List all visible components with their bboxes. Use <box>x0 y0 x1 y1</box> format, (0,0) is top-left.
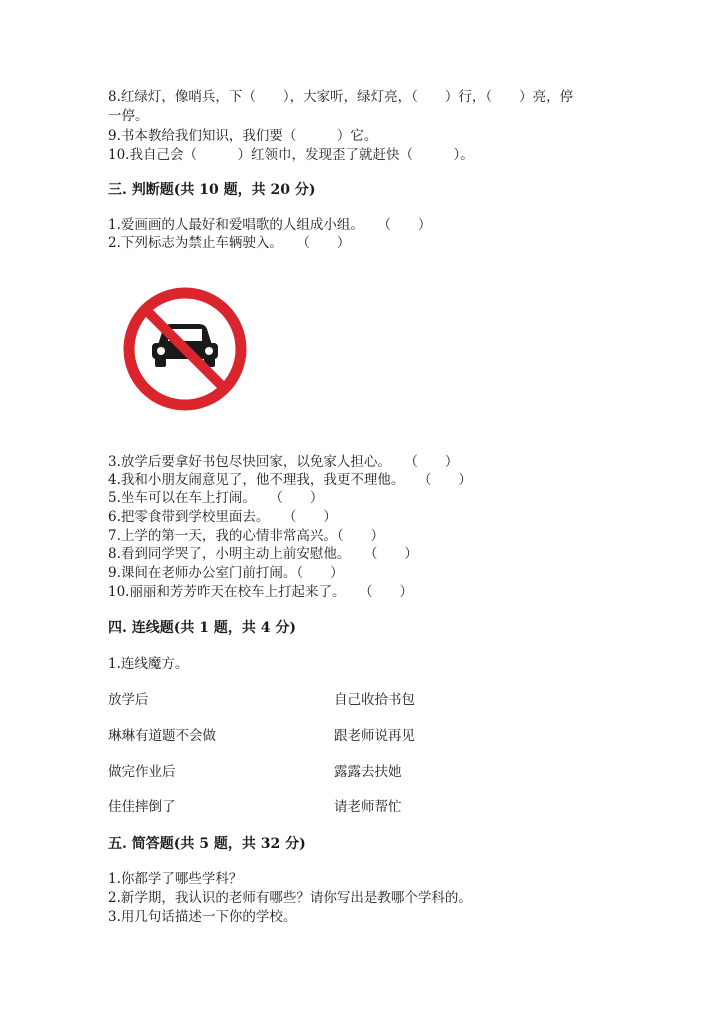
matching-left-item: 放学后 <box>108 692 149 708</box>
question-8-line-2: 一停。 <box>108 108 149 124</box>
judge-item-6: 6.把零食带到学校里面去。 （ ） <box>108 509 337 525</box>
matching-left-item: 琳琳有道题不会做 <box>108 728 216 744</box>
judge-item-2: 2.下列标志为禁止车辆驶入。 （ ） <box>108 235 351 251</box>
judge-item-8: 8.看到同学哭了，小明主动上前安慰他。 （ ） <box>108 546 418 562</box>
question-9: 9.书本教给我们知识，我们要（ ）它。 <box>108 128 378 144</box>
matching-question: 1.连线魔方。 <box>108 656 189 672</box>
section-5-heading: 五. 简答题(共 5 题，共 32 分) <box>108 836 306 852</box>
question-8-line-1: 8.红绿灯，像哨兵，下（ ），大家听，绿灯亮，（ ）行，（ ）亮，停 <box>108 89 574 105</box>
matching-right-item: 自己收拾书包 <box>334 692 415 708</box>
judge-item-5: 5.坐车可以在车上打闹。 （ ） <box>108 490 324 506</box>
judge-item-4: 4.我和小朋友闹意见了，他不理我，我更不理他。 （ ） <box>108 472 472 488</box>
question-10: 10.我自己会（ ）红领巾，发现歪了就赶快（ ）。 <box>108 147 474 163</box>
section-3-heading: 三. 判断题(共 10 题，共 20 分) <box>108 182 316 198</box>
short-answer-item-1: 1.你都学了哪些学科？ <box>108 871 243 887</box>
judge-item-9: 9.课间在老师办公室门前打闹。（ ） <box>108 565 344 581</box>
matching-left-item: 做完作业后 <box>108 764 176 780</box>
matching-right-item: 跟老师说再见 <box>334 728 415 744</box>
matching-right-item: 露露去扶她 <box>334 764 402 780</box>
section-4-heading: 四. 连线题(共 1 题，共 4 分) <box>108 620 296 636</box>
short-answer-item-3: 3.用几句话描述一下你的学校。 <box>108 909 297 925</box>
matching-right-item: 请老师帮忙 <box>334 799 402 815</box>
matching-left-item: 佳佳摔倒了 <box>108 799 176 815</box>
no-vehicle-entry-sign-icon <box>120 285 250 413</box>
judge-item-7: 7.上学的第一天，我的心情非常高兴。（ ） <box>108 528 385 544</box>
judge-item-3: 3.放学后要拿好书包尽快回家，以免家人担心。 （ ） <box>108 454 459 470</box>
judge-item-10: 10.丽丽和芳芳昨天在校车上打起来了。 （ ） <box>108 584 413 600</box>
judge-item-1: 1.爱画画的人最好和爱唱歌的人组成小组。 （ ） <box>108 217 432 233</box>
short-answer-item-2: 2.新学期，我认识的老师有哪些？请你写出是教哪个学科的。 <box>108 890 472 906</box>
